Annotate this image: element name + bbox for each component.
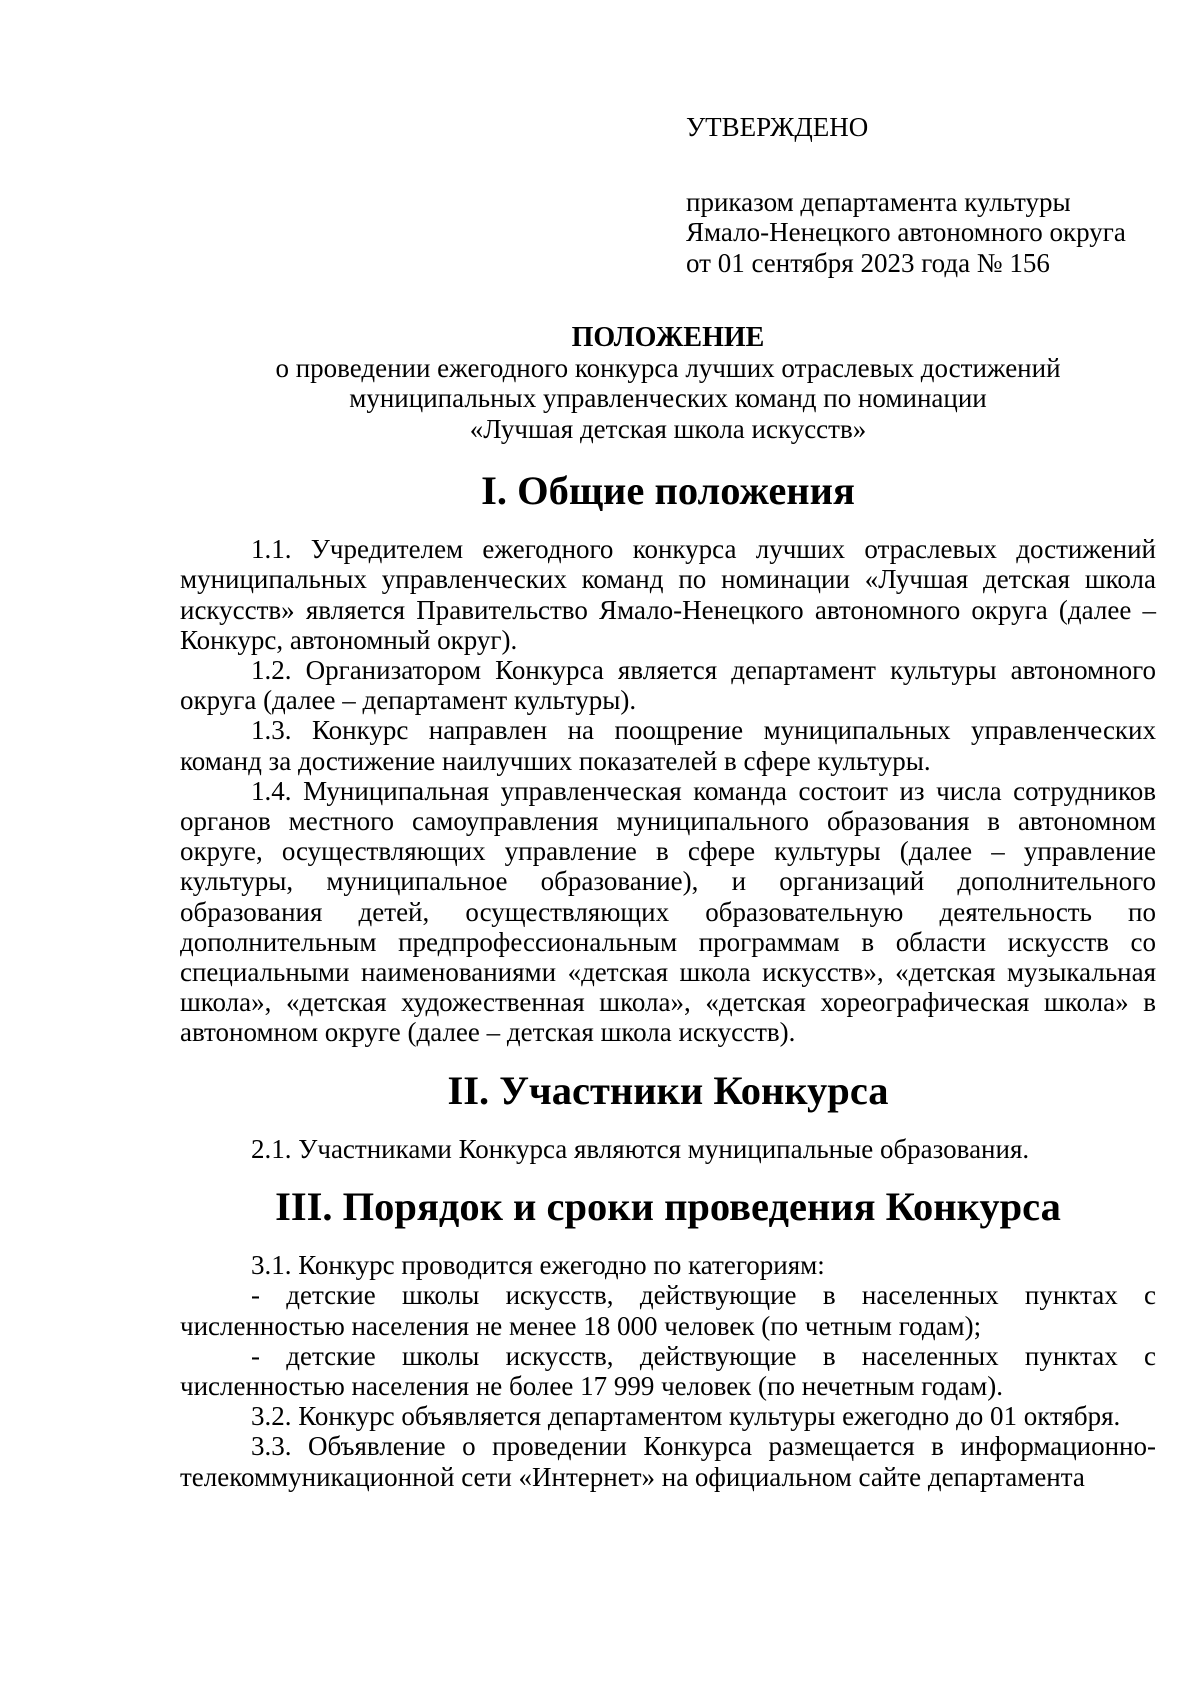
paragraph: 2.1. Участниками Конкурса являются муниципальные образования. — [251, 1133, 1030, 1164]
paragraph: 1.3. Конкурс направлен на поощрение муниципальных управленческих команд за достижение наилучших показателей в сфере культуры. — [180, 715, 1156, 776]
approval-line: приказом департамента культуры — [686, 187, 1071, 218]
paragraph: 1.1. Учредителем ежегодного конкурса лучших отраслевых достижений муниципальных управленческих команд по номинации «Лучшая детская школа искусств» является Правительство Ямало-Ненецкого автономного округа (далее – Конкурс, автономный округ). — [180, 534, 1156, 655]
title-subline: о проведении ежегодного конкурса лучших отраслевых достижений — [275, 353, 1061, 384]
paragraph: 3.3. Объявление о проведении Конкурса размещается в информационно-телекоммуникационной сети «Интернет» на официальном сайте департамента — [180, 1431, 1156, 1492]
approval-line: от 01 сентября 2023 года № 156 — [686, 247, 1050, 278]
list-item-paragraph: - детские школы искусств, действующие в населенных пунктах с численностью населения не более 17 999 человек (по нечетным годам). — [180, 1340, 1156, 1402]
section-heading: III. Порядок и сроки проведения Конкурса — [275, 1184, 1061, 1230]
title-subline: муниципальных управленческих команд по номинации — [349, 383, 987, 414]
paragraph: 1.2. Организатором Конкурса является департамент культуры автономного округа (далее – департамент культуры). — [180, 655, 1156, 716]
section-heading: II. Участники Конкурса — [447, 1067, 889, 1113]
paragraph: 3.1. Конкурс проводится ежегодно по категориям: — [251, 1250, 825, 1281]
paragraph: 1.4. Муниципальная управленческая команда состоит из числа сотрудников органов местного самоуправления муниципального образования в автономном округе, осуществляющих управление в сфере культуры (далее – управление культуры, муниципальное образование), и организаций дополнительного образования детей, осуществляющих образовательную деятельность по дополнительным предпрофессиональным программам в области искусств со специальными наименованиями «детская школа искусств», «детская музыкальная школа», «детская художественная школа», «детская хореографическая школа» в автономном округе (далее – детская школа искусств). — [180, 775, 1156, 1048]
document-title — [180, 323, 1156, 444]
paragraph: 3.2. Конкурс объявляется департаментом культуры ежегодно до 01 октября. — [251, 1401, 1121, 1432]
approval-stamp-block — [686, 112, 1166, 278]
title-main: ПОЛОЖЕНИЕ — [571, 322, 765, 353]
list-item-paragraph: - детские школы искусств, действующие в населенных пунктах с численностью населения не менее 18 000 человек (по четным годам); — [180, 1280, 1156, 1341]
section-heading: I. Общие положения — [481, 468, 855, 513]
approval-line: Ямало-Ненецкого автономного округа — [686, 217, 1126, 248]
document-body — [180, 468, 1156, 1492]
title-subline: «Лучшая детская школа искусств» — [469, 413, 867, 444]
approved-label: УТВЕРЖДЕНО — [686, 112, 869, 142]
